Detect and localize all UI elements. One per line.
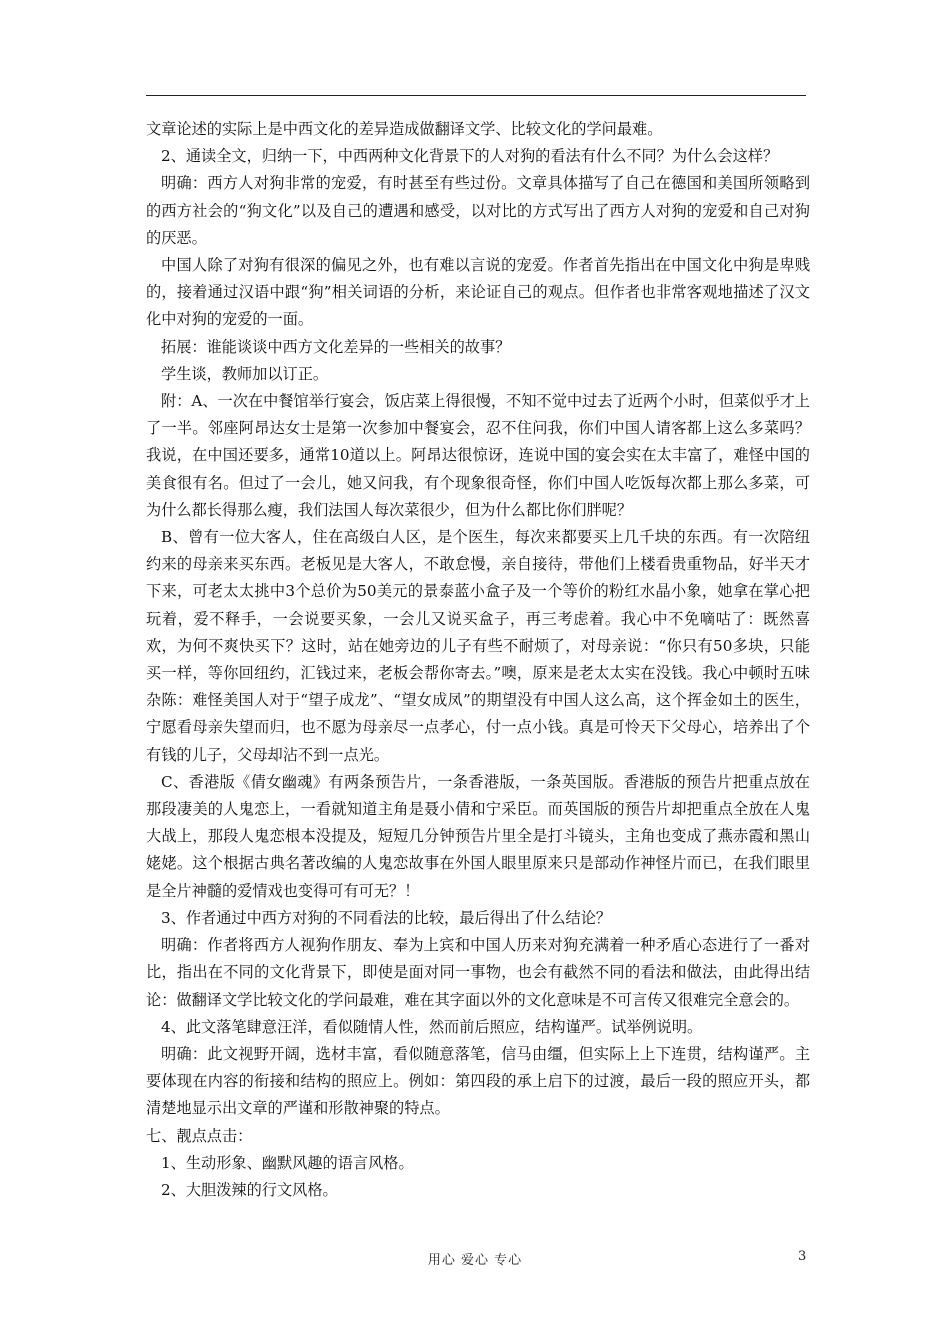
answer-2-china: 中国人除了对狗有很深的偏见之外，也有难以言说的宠爱。作者首先指出在中国文化中狗是卑贱的，接着通过汉语中跟“狗”相关词语的分析，来论证自己的观点。但作者也非常客观地描述了汉文化中对狗的宠爱的一面。 <box>146 256 810 329</box>
answer-2-west: 明确：西方人对狗非常的宠爱，有时甚至有些过份。文章具体描写了自己在德国和美国所领略到的西方社会的“狗文化”以及自己的遭遇和感受，以对比的方式写出了西方人对狗的宠爱和自己对狗的厌恶。 <box>146 174 810 247</box>
student-discussion: 学生谈，教师加以订正。 <box>161 364 329 383</box>
story-b: B、曾有一位大客人，住在高级白人区，是个医生，每次来都要买上几千块的东西。有一次陪纽约来的母亲来买东西。老板见是大客人，不敢怠慢，亲自接待，带他们上楼看贵重物品，好半天才下来，可老太太挑中3个总价为50美元的景泰蓝小盒子及一个等价的粉红水晶小象，她拿在掌心把玩着，爱不释手，一会说要买象，一会儿又说买盒子，再三考虑着。我心中不免嘀咕了：既然喜欢，为何不爽快买下？这时，站在她旁边的儿子有些不耐烦了，对母亲说：“你只有50多块，只能买一样，等你回纽约，汇钱过来，老板会帮你寄去。”噢，原来是老太太实在没钱。我心中顿时五味杂陈：难怪美国人对于“望子成龙”、“望女成凤”的期望没有中国人这么高，这个挥金如土的医生，宁愿看母亲失望而归，也不愿为母亲尽一点孝心，付一点小钱。真是可怜天下父母心，培养出了个有钱的儿子，父母却沾不到一点光。 <box>146 528 810 764</box>
question-4: 4、此文落笔肆意汪洋，看似随情人性，然而前后照应，结构谨严。试举例说明。 <box>161 1017 703 1036</box>
footer-motto: 用心 爱心 专心 <box>427 1253 523 1268</box>
page-number: 3 <box>798 1249 807 1264</box>
paragraph: 文章论述的实际上是中西文化的差异造成做翻译文学、比较文化的学问最难。 <box>146 120 663 138</box>
story-a: 附：A、一次在中餐馆举行宴会，饭店菜上得很慢，不知不觉中过去了近两个小时，但菜似乎才上了一半。邻座阿昂达女士是第一次参加中餐宴会，忍不住问我，你们中国人请客都上这么多菜吗？我说，在中国还要多，通常10道以上。阿昂达很惊讶，连说中国的宴会实在太丰富了，难怪中国的美食很有名。但过了一会儿，她又问我，有个现象很奇怪，你们中国人吃饭每次都上那么多菜，可为什么都长得那么瘦，我们法国人每次菜很少，但为什么都比你们胖呢？ <box>146 392 810 519</box>
question-3: 3、作者通过中西方对狗的不同看法的比较，最后得出了什么结论？ <box>161 908 612 927</box>
question-2: 2、通读全文，归纳一下，中西两种文化背景下的人对狗的看法有什么不同？为什么会这样？ <box>161 147 779 166</box>
answer-4: 明确：此文视野开阔，选材丰富，看似随意落笔，信马由缰，但实际上上下连贯，结构谨严。主要体现在内容的衔接和结构的照应上。例如：第四段的承上启下的过渡，最后一段的照应开头，都清楚地显示出文章的严谨和形散神聚的特点。 <box>146 1044 810 1118</box>
document-body <box>146 116 810 1204</box>
highlight-1: 1、生动形象、幽默风趣的语言风格。 <box>161 1153 414 1172</box>
answer-3: 明确：作者将西方人视狗作朋友、奉为上宾和中国人历来对狗充满着一种矛盾心态进行了一番对比，指出在不同的文化背景下，即使是面对同一事物，也会有截然不同的看法和做法，由此得出结论：做翻译文学比较文化的学问最难，难在其字面以外的文化意味是不可言传又很难完全意会的。 <box>146 936 810 1009</box>
highlight-2: 2、大胆泼辣的行文风格。 <box>161 1180 338 1199</box>
section-heading-7: 七、靓点点击： <box>146 1126 253 1145</box>
story-c: C、香港版《倩女幽魂》有两条预告片，一条香港版，一条英国版。香港版的预告片把重点放在那段凄美的人鬼恋上，一看就知道主角是聂小倩和宁采臣。而英国版的预告片却把重点全放在人鬼大战上，那段人鬼恋根本没提及，短短几分钟预告片里全是打斗镜头，主角也变成了燕赤霞和黑山姥姥。这个根据古典名著改编的人鬼恋故事在外国人眼里原来只是部动作神怪片而已，在我们眼里是全片神髓的爱情戏也变得可有可无？！ <box>146 772 810 900</box>
extension-prompt: 拓展：谁能谈谈中西方文化差异的一些相关的故事？ <box>161 337 511 356</box>
header-rule <box>146 95 806 96</box>
